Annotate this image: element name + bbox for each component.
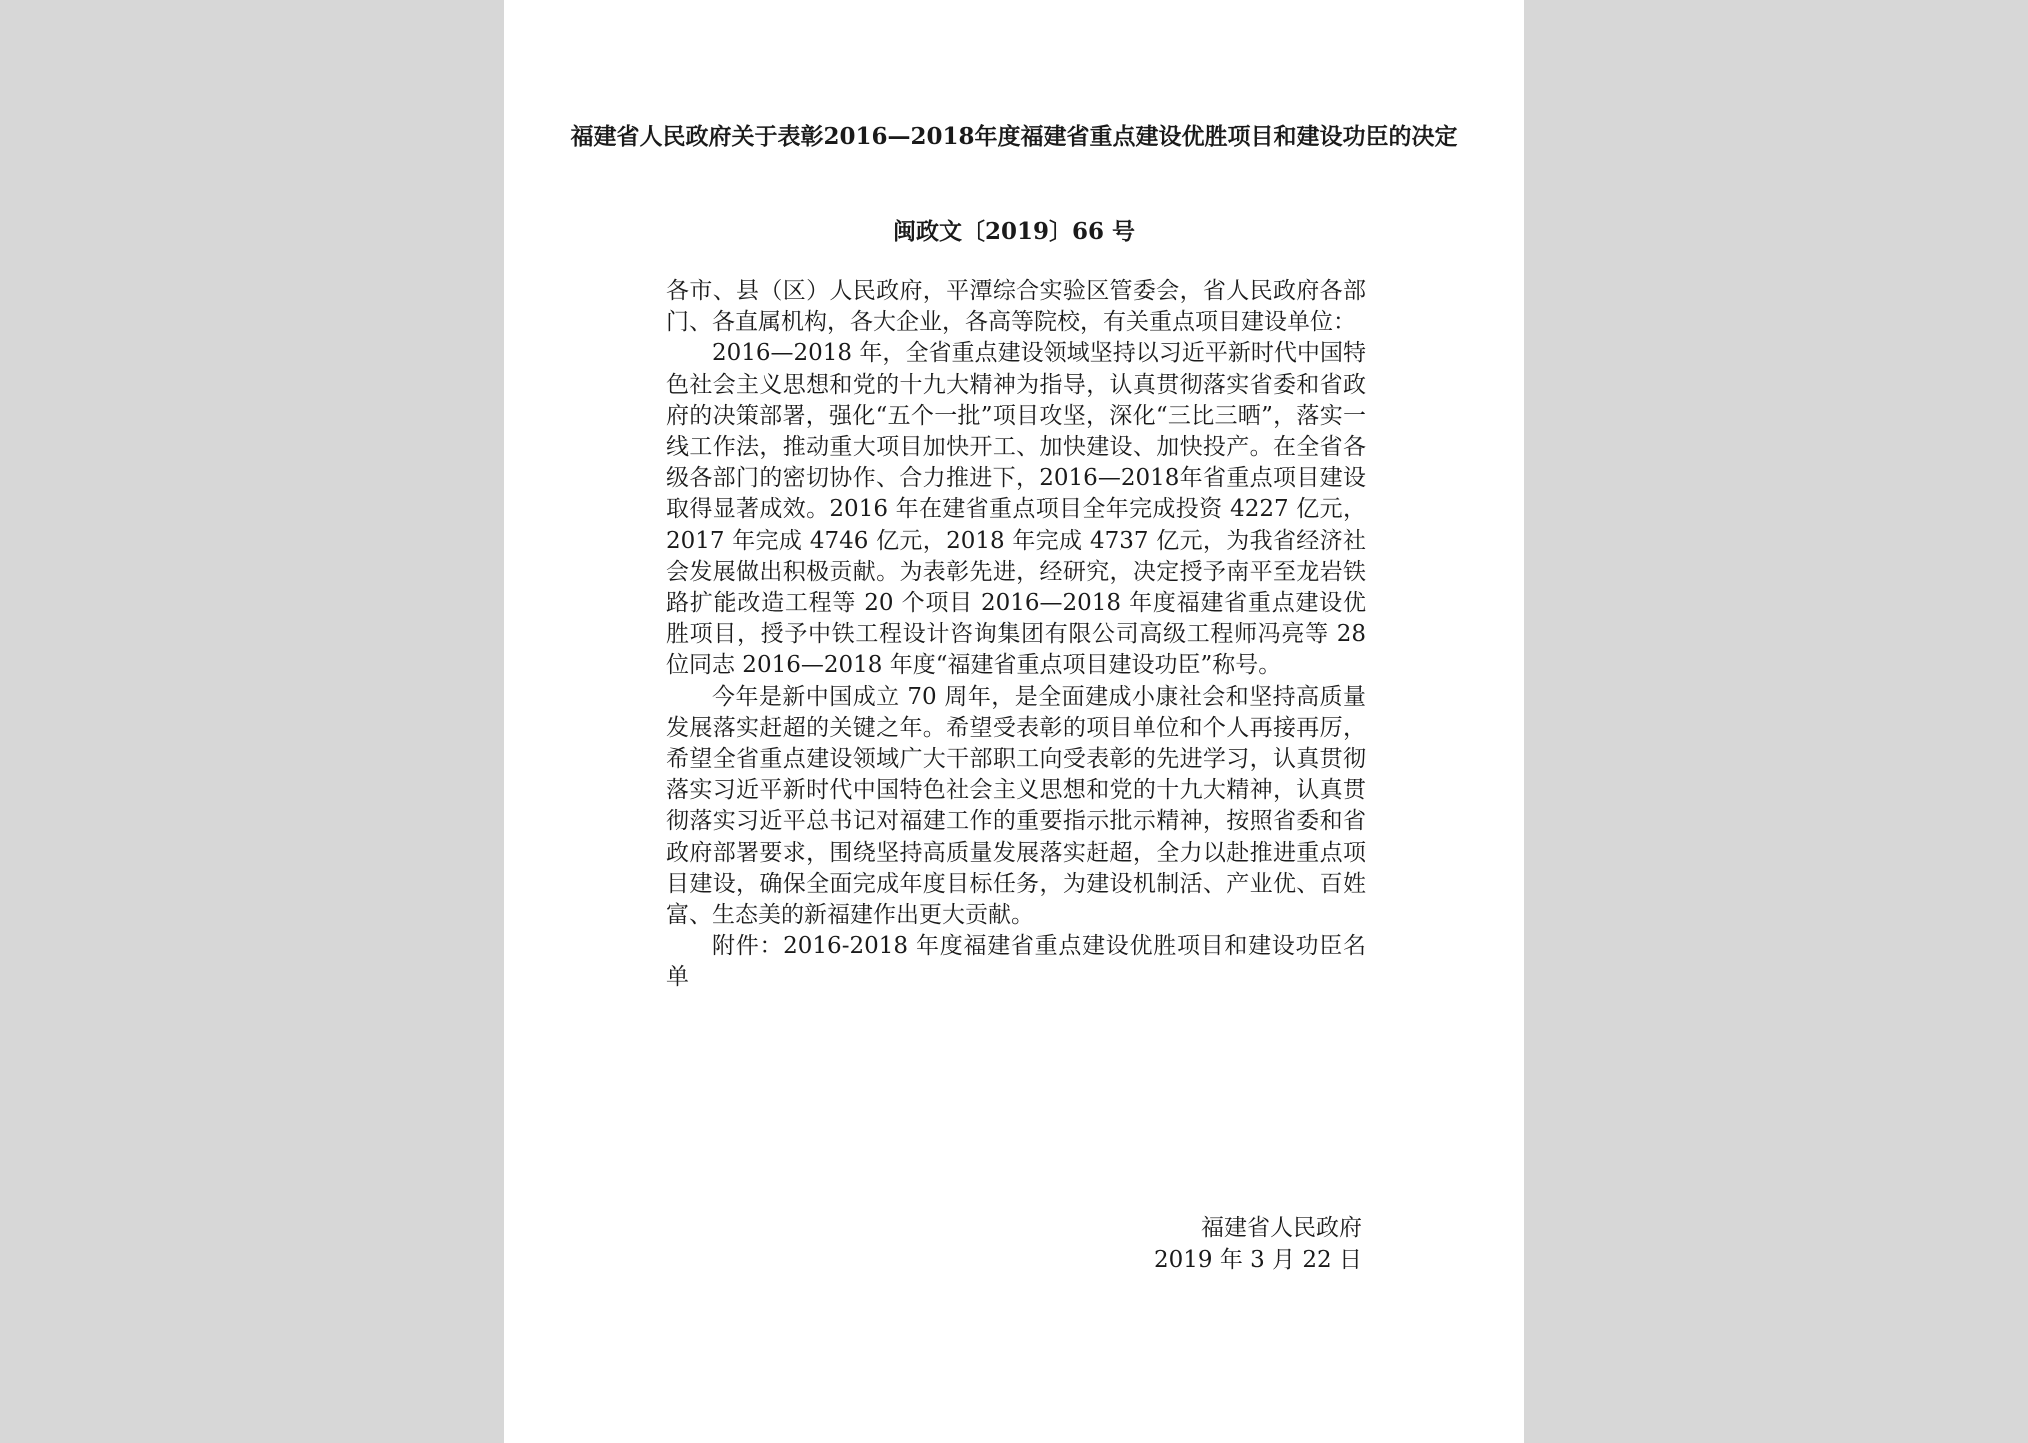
signature-block [1154,1212,1362,1276]
body-paragraph-1: 2016—2018 年，全省重点建设领域坚持以习近平新时代中国特色社会主义思想和党的十九大精神为指导，认真贯彻落实省委和省政府的决策部署，强化“五个一批”项目攻坚，深化“三比三晒”，落实一线工作法，推动重大项目加快开工、加快建设、加快投产。在全省各级各部门的密切协作、合力推进下，2016—2018年省重点项目建设取得显著成效。2016 年在建省重点项目全年完成投资 4227 亿元，2017 年完成 4746 亿元，2018 年完成 4737 亿元，为我省经济社会发展做出积极贡献。为表彰先进，经研究，决定授予南平至龙岩铁路扩能改造工程等 20 个项目 2016—2018 年度福建省重点建设优胜项目，授予中铁工程设计咨询集团有限公司高级工程师冯亮等 28 位同志 2016—2018 年度“福建省重点项目建设功臣”称号。 [666,340,1366,679]
salutation: 各市、县（区）人民政府，平潭综合实验区管委会，省人民政府各部门、各直属机构，各大企业，各高等院校，有关重点项目建设单位： [666,278,1366,336]
document-page [504,0,1524,1443]
attachment-note: 附件：2016-2018 年度福建省重点建设优胜项目和建设功臣名单 [666,933,1366,991]
document-number: 闽政文〔2019〕66 号 [892,218,1136,245]
document-body [666,276,1366,994]
issue-date: 2019 年 3 月 22 日 [1154,1247,1362,1273]
document-title: 福建省人民政府关于表彰2016—2018年度福建省重点建设优胜项目和建设功臣的决定 [570,123,1458,150]
body-paragraph-2: 今年是新中国成立 70 周年，是全面建成小康社会和坚持高质量发展落实赶超的关键之年。希望受表彰的项目单位和个人再接再厉，希望全省重点建设领域广大干部职工向受表彰的先进学习，认真贯彻落实习近平新时代中国特色社会主义思想和党的十九大精神，认真贯彻落实习近平总书记对福建工作的重要指示批示精神，按照省委和省政府部署要求，围绕坚持高质量发展落实赶超，全力以赴推进重点项目建设，确保全面完成年度目标任务，为建设机制活、产业优、百姓富、生态美的新福建作出更大贡献。 [666,683,1366,929]
issuer-name: 福建省人民政府 [1201,1215,1362,1241]
